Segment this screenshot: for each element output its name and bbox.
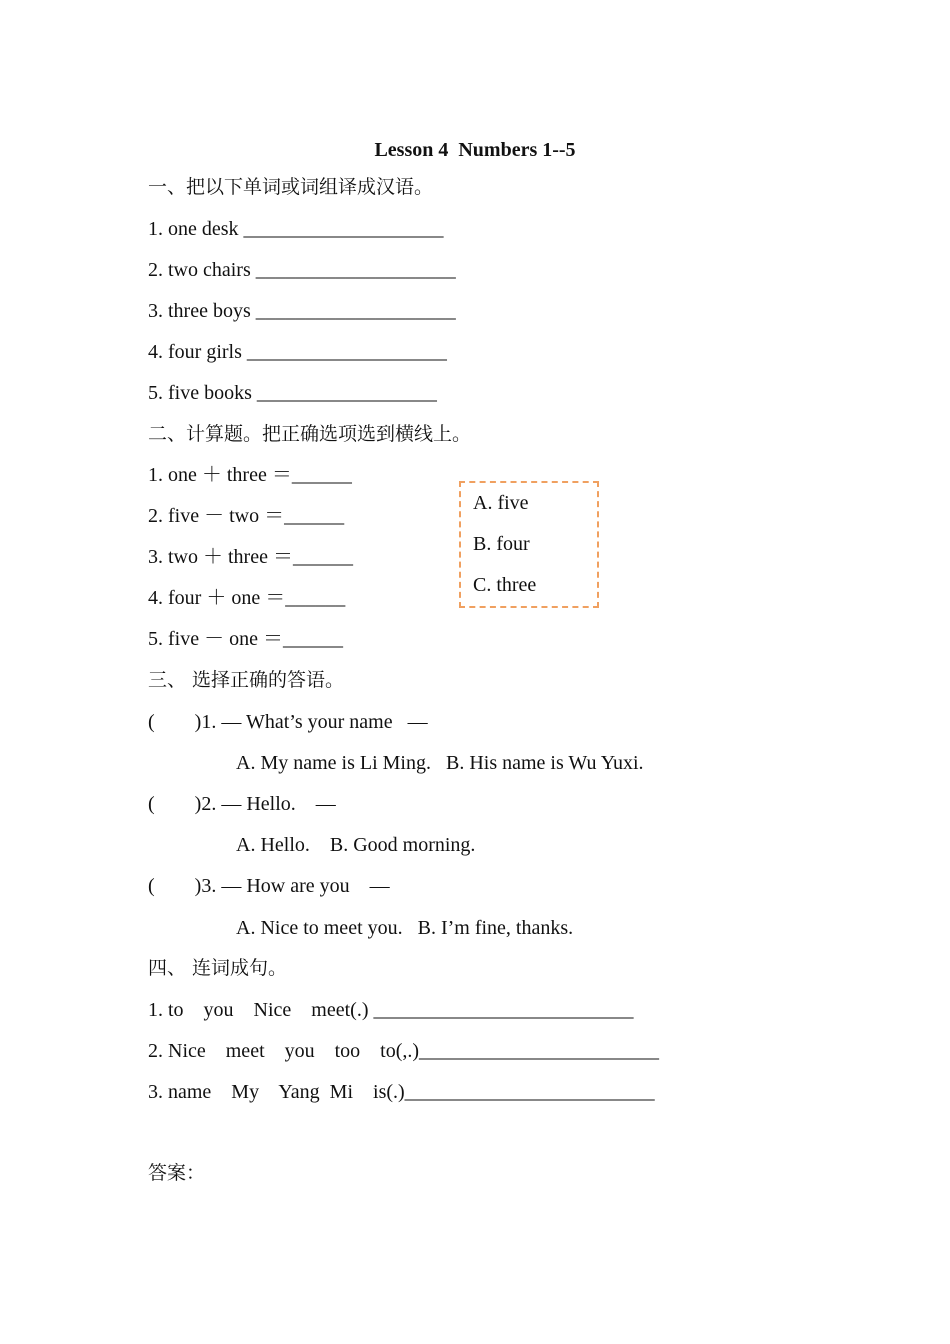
section1-item: 5. five books __________________ xyxy=(148,382,437,404)
section2-heading: 二、计算题。把正确选项选到横线上。 xyxy=(148,423,472,445)
question-2: ( )2. — Hello. — xyxy=(148,793,336,815)
page-title: Lesson 4 Numbers 1--5 xyxy=(374,139,576,161)
options-box xyxy=(459,481,599,608)
option-a: A. five xyxy=(473,492,529,514)
section2-item: 3. two ＋ three ＝______ xyxy=(148,546,353,568)
section2-item: 5. five － one ＝______ xyxy=(148,628,343,650)
section2-item: 2. five － two ＝______ xyxy=(148,505,345,527)
question-3: ( )3. — How are you — xyxy=(148,875,390,897)
answers-label: 答案： xyxy=(148,1162,206,1184)
section1-item: 1. one desk ____________________ xyxy=(148,218,444,240)
section4-item: 2. Nice meet you too to(,.)________________________ xyxy=(148,1040,660,1062)
section1-item: 3. three boys ____________________ xyxy=(148,300,456,322)
section2-item: 1. one ＋ three ＝______ xyxy=(148,464,352,486)
section4-item: 3. name My Yang Mi is(.)_________________________ xyxy=(148,1081,655,1103)
question-3-choices: A. Nice to meet you. B. I’m fine, thanks. xyxy=(236,917,574,939)
section2-item: 4. four ＋ one ＝______ xyxy=(148,587,346,609)
section4-heading: 四、 连词成句。 xyxy=(148,957,288,979)
option-b: B. four xyxy=(473,533,530,555)
question-2-choices: A. Hello. B. Good morning. xyxy=(236,834,476,856)
section1-item: 4. four girls ____________________ xyxy=(148,341,447,363)
section3-heading: 三、 选择正确的答语。 xyxy=(148,669,345,691)
section1-item: 2. two chairs ____________________ xyxy=(148,259,456,281)
section4-item: 1. to you Nice meet(.) __________________________ xyxy=(148,999,634,1021)
option-c: C. three xyxy=(473,574,537,596)
section1-heading: 一、把以下单词或词组译成汉语。 xyxy=(148,176,434,198)
question-1-choices: A. My name is Li Ming. B. His name is Wu Yuxi. xyxy=(236,752,644,774)
question-1: ( )1. — What’s your name — xyxy=(148,711,428,733)
